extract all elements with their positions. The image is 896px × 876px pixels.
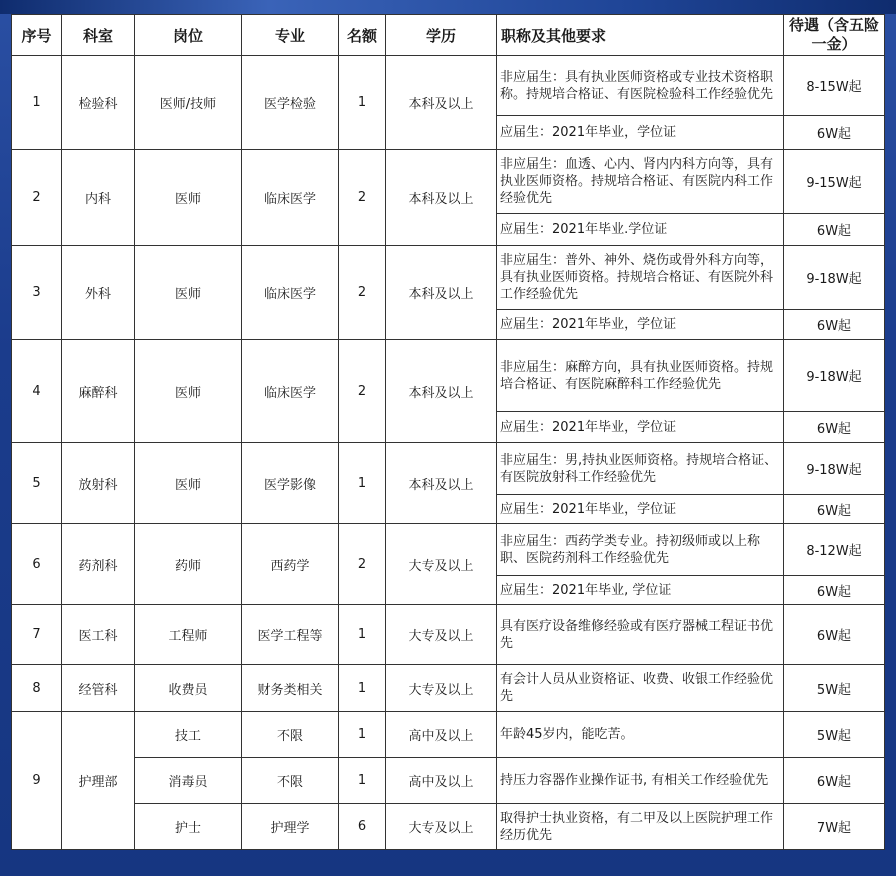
cell-edu: 大专及以上 bbox=[386, 524, 497, 605]
cell-major: 护理学 bbox=[242, 804, 339, 850]
cell-pay: 8-15W起 bbox=[784, 56, 885, 116]
cell-no: 2 bbox=[12, 150, 62, 246]
cell-requirement: 非应届生：普外、神外、烧伤或骨外科方向等，具有执业医师资格。持规培合格证、有医院外科工作经验优先 bbox=[497, 246, 784, 310]
cell-major: 临床医学 bbox=[242, 150, 339, 246]
cell-pay: 9-18W起 bbox=[784, 443, 885, 495]
cell-major: 医学工程等 bbox=[242, 605, 339, 665]
cell-quota: 1 bbox=[339, 758, 386, 804]
header-post: 岗位 bbox=[135, 15, 242, 56]
header-quota: 名额 bbox=[339, 15, 386, 56]
table-row bbox=[12, 443, 885, 495]
cell-pay: 6W起 bbox=[784, 576, 885, 605]
cell-pay: 5W起 bbox=[784, 712, 885, 758]
cell-post: 消毒员 bbox=[135, 758, 242, 804]
cell-quota: 1 bbox=[339, 605, 386, 665]
cell-edu: 本科及以上 bbox=[386, 56, 497, 150]
cell-edu: 大专及以上 bbox=[386, 605, 497, 665]
cell-edu: 高中及以上 bbox=[386, 712, 497, 758]
table-row bbox=[12, 340, 885, 412]
cell-quota: 1 bbox=[339, 712, 386, 758]
cell-edu: 本科及以上 bbox=[386, 340, 497, 443]
cell-pay: 5W起 bbox=[784, 665, 885, 712]
cell-dept: 药剂科 bbox=[62, 524, 135, 605]
cell-requirement: 应届生：2021年毕业，学位证 bbox=[497, 310, 784, 340]
cell-requirement: 有会计人员从业资格证、收费、收银工作经验优先 bbox=[497, 665, 784, 712]
cell-dept: 护理部 bbox=[62, 712, 135, 850]
cell-post: 药师 bbox=[135, 524, 242, 605]
cell-major: 医学检验 bbox=[242, 56, 339, 150]
cell-post: 技工 bbox=[135, 712, 242, 758]
cell-quota: 2 bbox=[339, 524, 386, 605]
table-row bbox=[12, 524, 885, 576]
cell-no: 9 bbox=[12, 712, 62, 850]
cell-dept: 检验科 bbox=[62, 56, 135, 150]
cell-no: 6 bbox=[12, 524, 62, 605]
cell-edu: 大专及以上 bbox=[386, 804, 497, 850]
cell-no: 8 bbox=[12, 665, 62, 712]
cell-edu: 本科及以上 bbox=[386, 150, 497, 246]
cell-pay: 6W起 bbox=[784, 310, 885, 340]
cell-requirement: 应届生：2021年毕业，学位证 bbox=[497, 116, 784, 150]
cell-pay: 6W起 bbox=[784, 116, 885, 150]
cell-requirement: 非应届生：麻醉方向，具有执业医师资格。持规培合格证、有医院麻醉科工作经验优先 bbox=[497, 340, 784, 412]
header-edu: 学历 bbox=[386, 15, 497, 56]
cell-pay: 6W起 bbox=[784, 495, 885, 524]
cell-post: 医师 bbox=[135, 443, 242, 524]
header-requirements: 职称及其他要求 bbox=[497, 15, 784, 56]
table-row bbox=[12, 712, 885, 758]
cell-no: 3 bbox=[12, 246, 62, 340]
top-decorative-strip bbox=[0, 0, 896, 14]
cell-pay: 9-18W起 bbox=[784, 246, 885, 310]
table-row bbox=[12, 804, 885, 850]
cell-pay: 6W起 bbox=[784, 605, 885, 665]
cell-requirement: 年龄45岁内，能吃苦。 bbox=[497, 712, 784, 758]
cell-post: 医师 bbox=[135, 150, 242, 246]
cell-requirement: 非应届生：西药学类专业。持初级师或以上称职、医院药剂科工作经验优先 bbox=[497, 524, 784, 576]
table-row bbox=[12, 56, 885, 116]
cell-dept: 外科 bbox=[62, 246, 135, 340]
table-row bbox=[12, 246, 885, 310]
cell-requirement: 持压力容器作业操作证书, 有相关工作经验优先 bbox=[497, 758, 784, 804]
cell-edu: 本科及以上 bbox=[386, 246, 497, 340]
cell-post: 医师 bbox=[135, 340, 242, 443]
cell-requirement: 应届生：2021年毕业，学位证 bbox=[497, 412, 784, 443]
cell-post: 工程师 bbox=[135, 605, 242, 665]
cell-no: 5 bbox=[12, 443, 62, 524]
cell-edu: 大专及以上 bbox=[386, 665, 497, 712]
cell-major: 财务类相关 bbox=[242, 665, 339, 712]
header-row bbox=[12, 15, 885, 56]
cell-edu: 本科及以上 bbox=[386, 443, 497, 524]
cell-dept: 内科 bbox=[62, 150, 135, 246]
cell-post: 收费员 bbox=[135, 665, 242, 712]
cell-dept: 经管科 bbox=[62, 665, 135, 712]
cell-requirement: 应届生：2021年毕业，学位证 bbox=[497, 495, 784, 524]
cell-major: 临床医学 bbox=[242, 340, 339, 443]
cell-quota: 2 bbox=[339, 246, 386, 340]
cell-quota: 2 bbox=[339, 150, 386, 246]
cell-no: 4 bbox=[12, 340, 62, 443]
cell-pay: 6W起 bbox=[784, 758, 885, 804]
cell-quota: 1 bbox=[339, 56, 386, 150]
cell-quota: 1 bbox=[339, 443, 386, 524]
cell-requirement: 取得护士执业资格，有二甲及以上医院护理工作经历优先 bbox=[497, 804, 784, 850]
cell-dept: 放射科 bbox=[62, 443, 135, 524]
cell-edu: 高中及以上 bbox=[386, 758, 497, 804]
header-dept: 科室 bbox=[62, 15, 135, 56]
table-row bbox=[12, 150, 885, 214]
table-row bbox=[12, 605, 885, 665]
cell-requirement: 具有医疗设备维修经验或有医疗器械工程证书优先 bbox=[497, 605, 784, 665]
cell-major: 西药学 bbox=[242, 524, 339, 605]
table-row bbox=[12, 758, 885, 804]
cell-no: 1 bbox=[12, 56, 62, 150]
cell-pay: 6W起 bbox=[784, 214, 885, 246]
cell-no: 7 bbox=[12, 605, 62, 665]
cell-pay: 7W起 bbox=[784, 804, 885, 850]
header-no: 序号 bbox=[12, 15, 62, 56]
cell-quota: 1 bbox=[339, 665, 386, 712]
table-row bbox=[12, 665, 885, 712]
cell-pay: 9-18W起 bbox=[784, 340, 885, 412]
cell-post: 护士 bbox=[135, 804, 242, 850]
cell-pay: 9-15W起 bbox=[784, 150, 885, 214]
cell-requirement: 应届生：2021年毕业, 学位证 bbox=[497, 576, 784, 605]
header-pay: 待遇（含五险一金） bbox=[784, 15, 885, 56]
cell-major: 不限 bbox=[242, 758, 339, 804]
cell-dept: 医工科 bbox=[62, 605, 135, 665]
cell-requirement: 非应届生：具有执业医师资格或专业技术资格职称。持规培合格证、有医院检验科工作经验优先 bbox=[497, 56, 784, 116]
cell-post: 医师 bbox=[135, 246, 242, 340]
recruitment-table bbox=[11, 14, 885, 850]
cell-dept: 麻醉科 bbox=[62, 340, 135, 443]
cell-major: 医学影像 bbox=[242, 443, 339, 524]
cell-pay: 8-12W起 bbox=[784, 524, 885, 576]
cell-major: 临床医学 bbox=[242, 246, 339, 340]
cell-requirement: 非应届生：血透、心内、肾内内科方向等，具有执业医师资格。持规培合格证、有医院内科工作经验优先 bbox=[497, 150, 784, 214]
cell-quota: 2 bbox=[339, 340, 386, 443]
cell-requirement: 应届生：2021年毕业.学位证 bbox=[497, 214, 784, 246]
header-major: 专业 bbox=[242, 15, 339, 56]
cell-quota: 6 bbox=[339, 804, 386, 850]
cell-pay: 6W起 bbox=[784, 412, 885, 443]
cell-requirement: 非应届生：男,持执业医师资格。持规培合格证、有医院放射科工作经验优先 bbox=[497, 443, 784, 495]
cell-major: 不限 bbox=[242, 712, 339, 758]
cell-post: 医师/技师 bbox=[135, 56, 242, 150]
